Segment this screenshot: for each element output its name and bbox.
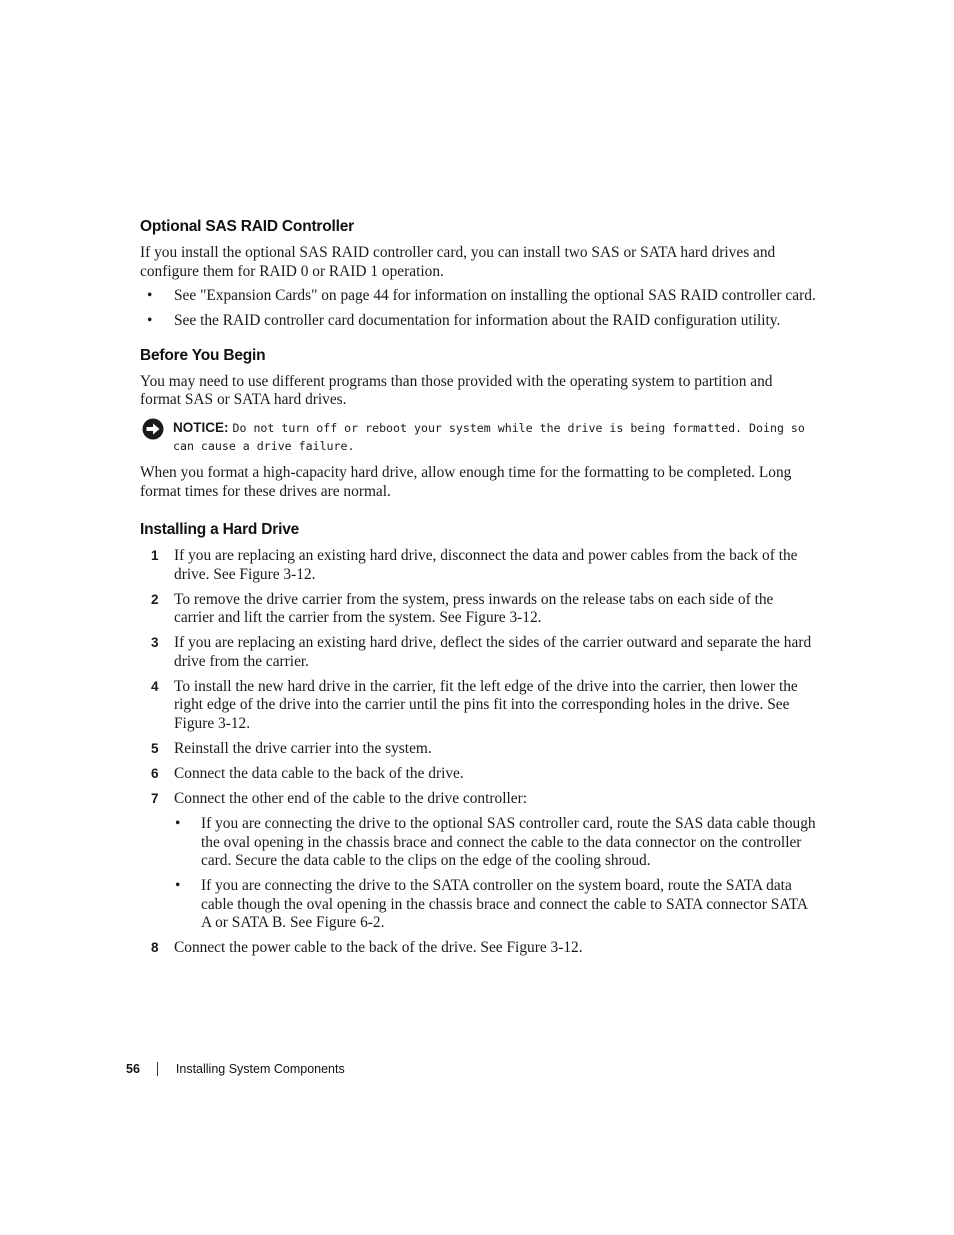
step-number: 3 — [151, 635, 159, 651]
list-item — [140, 312, 816, 331]
step-2 — [140, 591, 816, 628]
section-heading-installing-hard-drive: Installing a Hard Drive — [140, 521, 300, 539]
step-7 — [140, 790, 816, 933]
list-item-text: See "Expansion Cards" on page 44 for information on installing the optional SAS RAID controller card. — [174, 287, 816, 305]
notice-arrow-icon — [142, 418, 164, 440]
install-steps-list — [140, 547, 816, 958]
paragraph-sas-intro: If you install the optional SAS RAID controller card, you can install two SAS or SATA hard drives and configure them for RAID 0 or RAID 1 operation. — [140, 244, 776, 280]
step-number: 7 — [151, 791, 159, 807]
step-text: Connect the data cable to the back of the drive. — [174, 765, 464, 783]
page-footer — [126, 1062, 345, 1076]
chapter-title: Installing System Components — [175, 1062, 345, 1076]
footer-divider — [157, 1062, 158, 1076]
step-8 — [140, 939, 816, 958]
step-text: If you are replacing an existing hard drive, deflect the sides of the carrier outward and separate the hard drive from the carrier. — [174, 634, 812, 670]
section-heading-before-you-begin: Before You Begin — [140, 346, 266, 364]
step-text: If you are replacing an existing hard drive, disconnect the data and power cables from the back of the drive. See Figure 3-12. — [174, 547, 798, 583]
step-3 — [140, 634, 816, 671]
step-text: Reinstall the drive carrier into the system. — [174, 740, 432, 758]
step-number: 6 — [151, 766, 159, 782]
step-number: 4 — [151, 678, 159, 694]
list-item-text: If you are connecting the drive to the SATA controller on the system board, route the SATA data cable though the oval opening in the chassis brace and connect the cable to SATA connector SATA A or SATA B. See Figure 6-2. — [201, 877, 808, 932]
page-number: 56 — [126, 1062, 140, 1076]
step-7-bullet-list — [174, 815, 816, 933]
list-item-text: See the RAID controller card documentation for information about the RAID configuration utility. — [174, 312, 781, 330]
step-text: Connect the other end of the cable to the drive controller: — [174, 790, 528, 808]
step-1 — [140, 547, 816, 584]
step-text: Connect the power cable to the back of the drive. See Figure 3-12. — [174, 939, 583, 957]
step-text: To install the new hard drive in the carrier, fit the left edge of the drive into the carrier, then lower the right edge of the drive into the carrier until the pins fit into the corresponding holes in the drive. See Figure 3-12. — [174, 677, 798, 733]
step-4 — [140, 678, 816, 734]
sas-bullet-list — [140, 287, 816, 331]
list-item-text: If you are connecting the drive to the optional SAS controller card, route the SAS data cable though the oval opening in the chassis brace and connect the cable to the data connector on the controller card. Secure the data cable to the clips on the edge of the cooling shroud. — [201, 815, 816, 870]
paragraph-before-intro: You may need to use different programs than those provided with the operating system to partition and format SAS or SATA hard drives. — [140, 372, 773, 409]
notice-text: Do not turn off or reboot your system while the drive is being formatted. Doing so can cause a drive failure. — [173, 420, 805, 453]
step-5 — [140, 740, 816, 759]
list-item — [140, 287, 816, 306]
paragraph-format-time: When you format a high-capacity hard drive, allow enough time for the formatting to be completed. Long format times for these drives are normal. — [140, 463, 792, 500]
bullet-icon: • — [147, 287, 153, 305]
step-number: 2 — [151, 591, 159, 607]
step-number: 1 — [151, 548, 159, 564]
list-item — [174, 877, 816, 933]
notice-box — [140, 419, 816, 455]
bullet-icon: • — [175, 815, 181, 832]
bullet-icon: • — [147, 312, 153, 330]
list-item — [174, 815, 816, 871]
step-number: 5 — [151, 741, 159, 757]
section-heading-sas-raid: Optional SAS RAID Controller — [140, 218, 354, 235]
step-text: To remove the drive carrier from the system, press inwards on the release tabs on each side of the carrier and lift the carrier from the system. See Figure 3-12. — [174, 590, 774, 627]
notice-label: NOTICE: — [173, 419, 229, 435]
bullet-icon: • — [175, 877, 181, 895]
step-6 — [140, 765, 816, 784]
step-number: 8 — [151, 940, 159, 956]
page-content — [140, 218, 816, 964]
